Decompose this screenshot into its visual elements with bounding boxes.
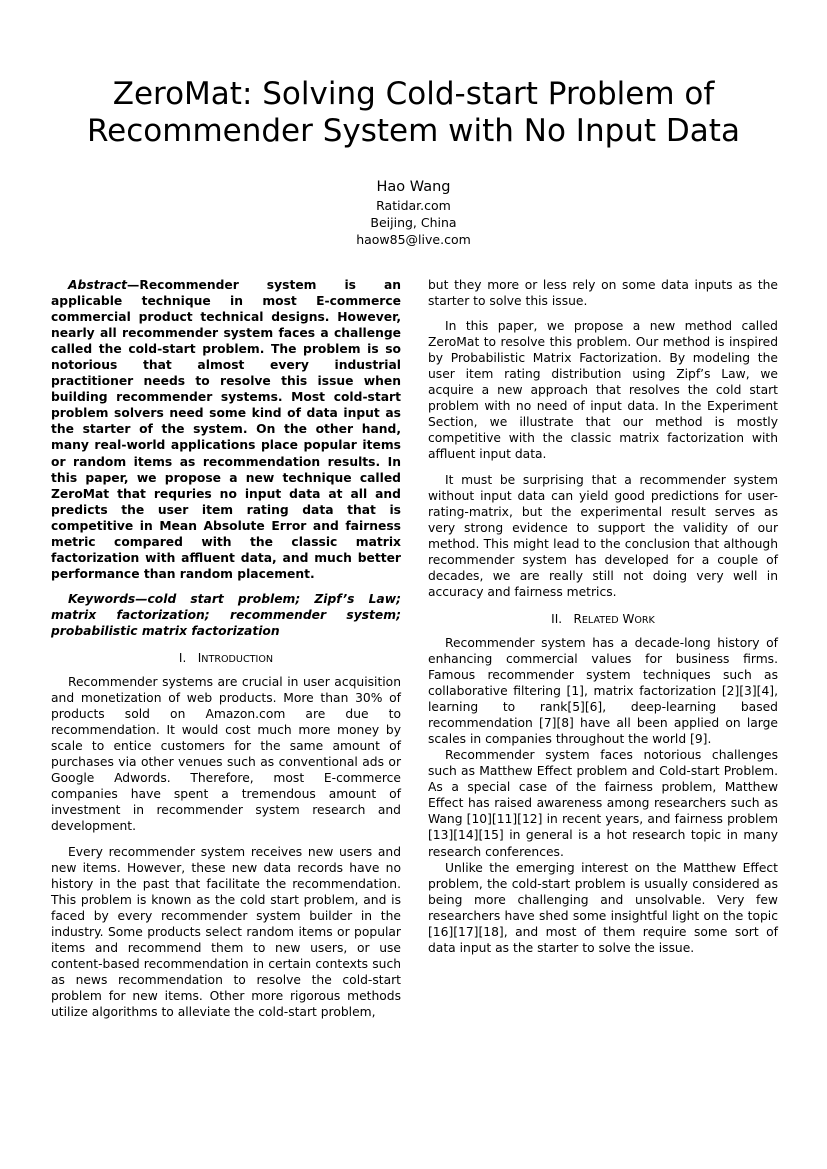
related-paragraph-1: Recommender system has a decade-long history of enhancing commercial values for business firms. Famous recommender system techniques such as collaborative filtering [1], matrix factorization [2][3][4], learning to rank[5][6], deep-learning based recommendation [7][8] have all been applied on large scales in companies throughout the world [9]. — [428, 635, 778, 747]
title-line-1: ZeroMat: Solving Cold-start Problem of — [112, 76, 715, 112]
abstract — [51, 277, 401, 582]
intro-paragraph-4: It must be surprising that a recommender system without input data can yield good predictions for user-rating-matrix, but the experimental result serves as very strong evidence to support the validity of our method. This might lead to the conclusion that although recommender system has developed for a couple of decades, we are really still not doing very well in accuracy and fairness metrics. — [428, 472, 778, 599]
paper-title — [40, 76, 787, 150]
intro-paragraph-2: Every recommender system receives new users and new items. However, these new data records have no history in the past that facilitate the recommendation. This problem is known as the cold start problem, and is faced by every recommender system builder in the industry. Some products select random items or popular items and recommend them to new users, or use content-based recommendation in certain contexts such as news recommendation to resolve the cold-start problem for new items. Other more rigorous methods utilize algorithms to alleviate the cold-start problem, — [51, 844, 401, 1019]
keywords-text: cold start problem; Zipf’s Law; matrix factorization; recommender system; probabilistic matrix factorization — [51, 591, 401, 638]
related-paragraph-3: Unlike the emerging interest on the Matthew Effect problem, the cold-start problem is usually considered as being more challenging and unsolvable. Very few researchers have shed some insightful light on the topic [16][17][18], and most of them require some sort of data input as the starter to solve the issue. — [428, 860, 778, 955]
section-rest-2: ORK — [634, 614, 655, 626]
author-block — [0, 177, 827, 248]
section-first-letter-2: W — [622, 611, 635, 626]
intro-paragraph-3: In this paper, we propose a new method called ZeroMat to resolve this problem. Our method is inspired by Probabilistic Matrix Factorization. By modeling the user item rating distribution using Zipf’s Law, we acquire a new approach that resolves the cold start problem with no need of input data. In the Experiment Section, we illustrate that our method is mostly competitive with the classic matrix factorization with affluent input data. — [428, 319, 778, 462]
title-line-2: Recommender System with No Input Data — [87, 113, 740, 149]
author-name: Hao Wang — [376, 179, 451, 195]
related-paragraph-2: Recommender system faces notorious challenges such as Matthew Effect problem and Cold-start Problem. As a special case of the fairness problem, Matthew Effect has raised awareness among researchers such as Wang [10][11][12] in recent years, and fairness problem [13][14][15] in general is a hot research topic in many research conferences. — [428, 748, 778, 859]
section-numeral: II. — [551, 611, 563, 626]
right-column — [428, 277, 778, 956]
author-email: haow85@live.com — [356, 232, 471, 247]
section-heading-related-work — [428, 611, 778, 629]
section-first-letter: I — [197, 651, 202, 666]
left-column — [51, 277, 401, 1020]
author-location: Beijing, China — [370, 215, 457, 230]
abstract-label: Abstract — [68, 278, 128, 292]
section-rest: NTRODUCTION — [201, 654, 274, 666]
abstract-text: Recommender system is an applicable technique in most E-commerce commercial product technical designs. However, nearly all recommender system faces a challenge called the cold-start problem. The problem is so notorious that almost every industrial practitioner needs to resolve this issue when building recommender systems. Most cold-start problem solvers need some kind of data input as the starter of the system. On the other hand, many real-world applications place popular items or random items as recommendation results. In this paper, we propose a new technique called ZeroMat that requries no input data at all and predicts the user item rating data that is competitive in Mean Absolute Error and fairness metric compared with the classic matrix factorization with affluent data, and much better performance than random placement. — [51, 278, 401, 581]
abstract-dash: — — [127, 278, 140, 292]
keywords-label: Keywords— — [68, 591, 148, 606]
intro-continuation: but they more or less rely on some data inputs as the starter to solve this issue. — [428, 278, 778, 309]
section-first-letter: R — [573, 611, 582, 626]
keywords — [51, 591, 401, 639]
author-affiliation: Ratidar.com — [376, 198, 451, 213]
intro-paragraph-1: Recommender systems are crucial in user acquisition and monetization of web products. More than 30% of products sold on Amazon.com are due to recommendation. It would cost much more money by scale to entice customers for the same amount of purchases via other venues such as conventional ads or Google Adwords. Therefore, most E-commerce companies have spent a tremendous amount of investment in recommender system research and development. — [51, 675, 401, 834]
section-rest: ELATED — [581, 614, 619, 626]
section-numeral: I. — [178, 651, 187, 666]
section-heading-introduction — [51, 650, 401, 668]
